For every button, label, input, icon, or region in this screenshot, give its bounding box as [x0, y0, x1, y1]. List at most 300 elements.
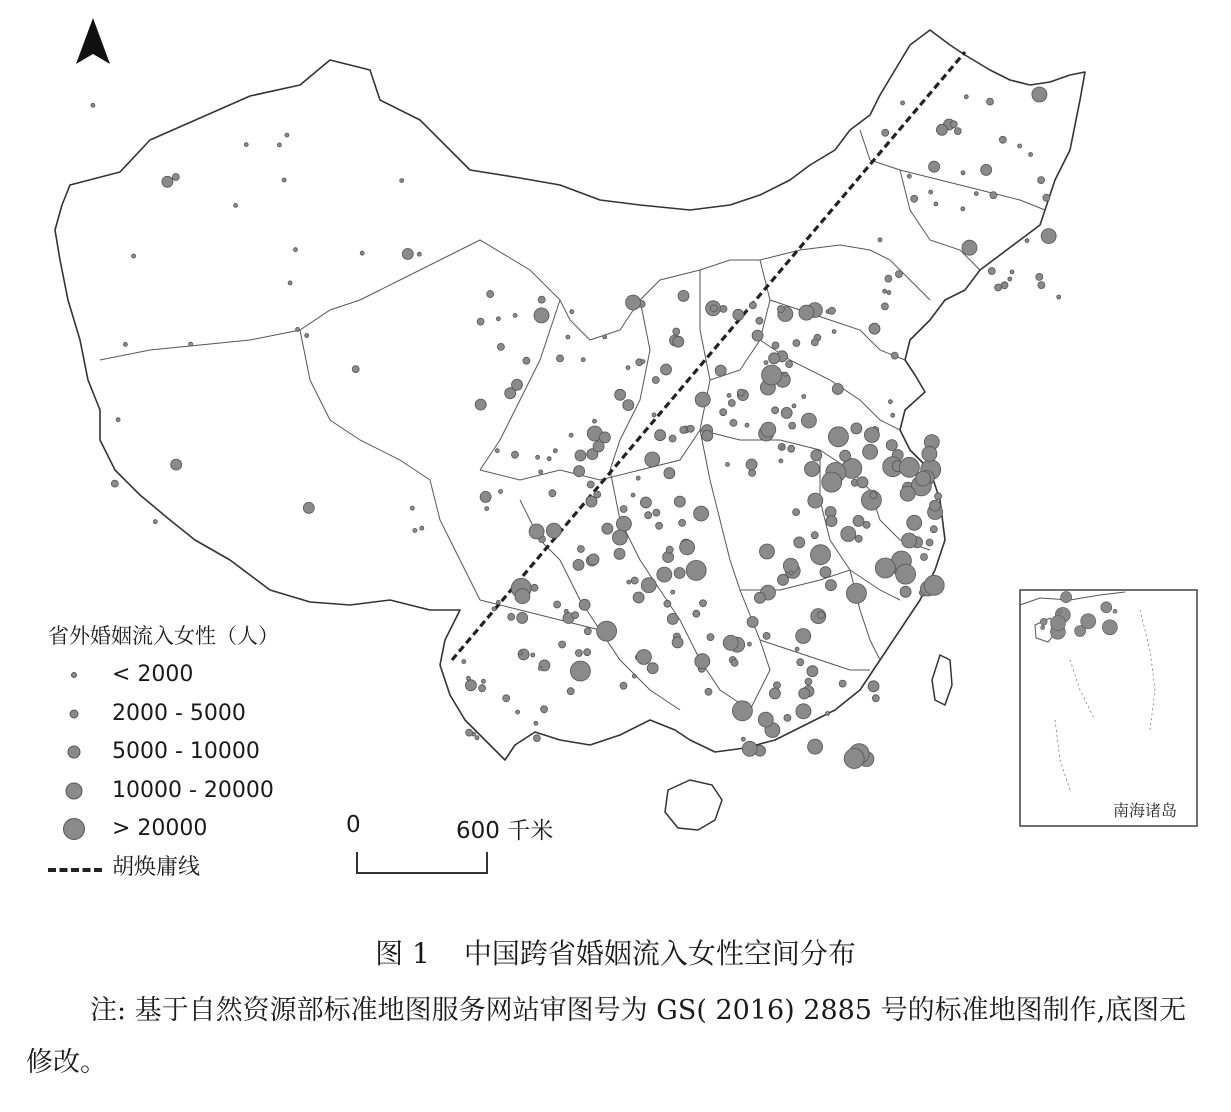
distribution-symbol	[485, 507, 489, 511]
distribution-symbol	[515, 589, 530, 604]
distribution-symbol	[921, 554, 928, 561]
distribution-symbol	[653, 509, 660, 516]
distribution-symbol	[674, 568, 685, 579]
scale-bar	[346, 812, 596, 880]
distribution-symbol	[503, 695, 510, 702]
distribution-symbol	[172, 174, 179, 181]
distribution-symbol	[655, 430, 666, 441]
distribution-symbol	[573, 559, 584, 570]
distribution-symbol	[538, 296, 545, 303]
distribution-symbol	[277, 143, 281, 147]
distribution-symbol	[288, 281, 292, 285]
inset-label: 南海诸岛	[1113, 801, 1178, 820]
distribution-symbol	[907, 515, 922, 530]
distribution-symbol	[720, 305, 727, 312]
distribution-symbol	[901, 101, 905, 105]
distribution-symbol	[878, 238, 882, 242]
distribution-symbol	[554, 601, 561, 608]
distribution-symbol	[693, 610, 700, 617]
distribution-symbol	[705, 688, 712, 695]
south-china-sea-inset	[1020, 590, 1197, 826]
distribution-symbol	[741, 737, 745, 741]
distribution-symbol	[772, 407, 779, 414]
distribution-symbol	[899, 457, 919, 477]
distribution-symbol	[802, 395, 806, 399]
distribution-symbol	[661, 364, 672, 375]
distribution-symbol	[888, 400, 892, 404]
distribution-symbol	[930, 526, 937, 533]
distribution-symbol	[855, 535, 862, 542]
legend-label: 胡焕庸线	[112, 854, 201, 880]
distribution-symbol	[631, 577, 638, 584]
distribution-symbol	[588, 554, 599, 565]
distribution-symbol	[513, 313, 517, 317]
distribution-symbol	[924, 575, 944, 595]
distribution-symbol	[934, 202, 938, 206]
distribution-symbol	[508, 613, 515, 620]
distribution-symbol	[282, 178, 286, 182]
distribution-symbol	[666, 546, 673, 553]
distribution-symbol	[930, 500, 941, 511]
distribution-symbol	[673, 328, 680, 335]
distribution-symbol	[466, 729, 473, 736]
distribution-symbol	[574, 466, 585, 477]
distribution-symbol	[420, 526, 424, 530]
distribution-symbol	[789, 571, 793, 575]
distribution-symbol	[795, 647, 799, 651]
distribution-symbol	[832, 330, 836, 334]
distribution-symbol	[887, 291, 891, 295]
distribution-symbol	[645, 512, 652, 519]
distribution-symbol	[636, 476, 640, 480]
distribution-symbol	[645, 452, 660, 467]
distribution-symbol	[512, 451, 519, 458]
distribution-symbol	[731, 659, 738, 666]
distribution-symbol	[569, 433, 573, 437]
scale-label-zero: 0	[346, 812, 361, 838]
distribution-symbol	[839, 680, 846, 687]
distribution-symbol	[499, 490, 503, 494]
distribution-symbol	[234, 203, 238, 207]
distribution-symbol	[961, 207, 965, 211]
distribution-symbol	[285, 133, 289, 137]
distribution-symbol	[597, 621, 617, 641]
distribution-symbol	[935, 493, 942, 500]
distribution-symbol	[700, 600, 707, 607]
distribution-symbol	[799, 688, 810, 699]
distribution-symbol	[769, 688, 780, 699]
legend-symbol-large-circle-icon	[63, 818, 85, 840]
distribution-symbol	[695, 392, 710, 407]
distribution-symbol	[1038, 177, 1045, 184]
distribution-symbol	[480, 491, 491, 502]
distribution-symbol	[793, 509, 800, 516]
distribution-symbol	[534, 308, 549, 323]
distribution-symbol	[686, 560, 706, 580]
legend-label: 2000 - 5000	[112, 700, 246, 726]
distribution-symbol	[730, 419, 737, 426]
distribution-symbol	[828, 427, 848, 447]
distribution-symbol	[762, 365, 782, 385]
distribution-symbol	[538, 666, 542, 670]
distribution-symbol	[1032, 87, 1047, 102]
distribution-symbol	[811, 545, 831, 565]
distribution-symbol	[832, 384, 843, 395]
distribution-symbol	[999, 136, 1006, 143]
distribution-symbol	[536, 455, 540, 459]
distribution-symbol	[1075, 626, 1086, 637]
distribution-symbol	[875, 558, 895, 578]
distribution-symbol	[631, 493, 635, 497]
distribution-symbol	[1102, 620, 1117, 635]
distribution-symbol	[641, 360, 645, 364]
distribution-symbol	[777, 306, 784, 313]
distribution-symbol	[462, 660, 466, 664]
distribution-symbol	[752, 330, 763, 341]
distribution-symbol	[669, 435, 676, 442]
distribution-symbol	[988, 268, 995, 275]
distribution-symbol	[475, 399, 486, 410]
distribution-symbol	[911, 195, 918, 202]
distribution-symbol	[518, 651, 522, 655]
taiwan-outline	[932, 655, 952, 705]
distribution-symbol	[926, 539, 933, 546]
distribution-symbol	[566, 335, 570, 339]
distribution-symbol	[664, 600, 671, 607]
distribution-symbol	[111, 480, 118, 487]
distribution-symbol	[1038, 282, 1045, 289]
distribution-symbol	[575, 650, 582, 657]
distribution-symbol	[1101, 602, 1112, 613]
distribution-symbol	[678, 290, 689, 301]
distribution-symbol	[1041, 626, 1045, 630]
distribution-symbol	[533, 735, 540, 742]
distribution-symbol	[640, 497, 651, 508]
distribution-symbol	[720, 409, 727, 416]
distribution-symbol	[781, 446, 785, 450]
distribution-symbol	[723, 635, 738, 650]
figure-number: 图 1	[375, 937, 430, 970]
distribution-symbol	[466, 676, 470, 680]
distribution-symbol	[844, 749, 864, 769]
distribution-symbol	[822, 472, 842, 492]
distribution-symbol	[674, 496, 685, 507]
distribution-symbol	[796, 629, 811, 644]
distribution-symbol	[132, 254, 136, 258]
distribution-symbol	[784, 372, 788, 376]
distribution-symbol	[851, 423, 862, 434]
distribution-symbol	[868, 681, 879, 692]
distribution-symbol	[808, 493, 823, 508]
distribution-symbol	[496, 600, 500, 604]
distribution-symbol	[749, 469, 756, 476]
distribution-symbol	[1008, 277, 1012, 281]
distribution-symbol	[1018, 144, 1022, 148]
distribution-symbol	[846, 583, 866, 603]
legend-item-gt20000	[48, 810, 279, 849]
distribution-symbol	[796, 704, 811, 719]
distribution-symbol	[667, 613, 678, 624]
distribution-symbol	[516, 710, 520, 714]
distribution-symbol	[811, 532, 818, 539]
distribution-symbol	[778, 574, 789, 585]
distribution-symbol	[929, 161, 940, 172]
distribution-symbol	[769, 353, 780, 364]
distribution-symbol	[492, 607, 496, 611]
distribution-symbol	[801, 413, 816, 428]
distribution-symbol	[1040, 618, 1047, 625]
distribution-symbol	[747, 642, 751, 646]
distribution-symbol	[781, 407, 792, 418]
legend	[48, 620, 279, 887]
distribution-symbol	[479, 685, 486, 692]
distribution-symbol	[715, 365, 726, 376]
distribution-symbol	[841, 527, 856, 542]
distribution-symbol	[636, 650, 651, 665]
distribution-symbol	[792, 404, 796, 408]
distribution-symbol	[818, 611, 825, 618]
distribution-symbol	[593, 441, 604, 452]
distribution-symbol	[857, 477, 868, 488]
distribution-symbol	[754, 592, 765, 603]
distribution-symbol	[1051, 616, 1066, 631]
distribution-symbol	[794, 537, 805, 548]
distribution-symbol	[417, 252, 421, 256]
distribution-symbol	[710, 305, 717, 312]
distribution-symbol	[116, 418, 120, 422]
distribution-symbol	[496, 317, 500, 321]
distribution-symbol	[788, 445, 795, 452]
distribution-symbol	[811, 339, 818, 346]
distribution-symbol	[789, 422, 796, 429]
legend-symbol-small-circle-icon	[71, 672, 77, 678]
distribution-symbol	[763, 632, 770, 639]
distribution-symbol	[680, 540, 695, 555]
distribution-symbol	[584, 628, 591, 635]
distribution-symbol	[733, 309, 744, 320]
distribution-symbol	[687, 425, 694, 432]
legend-item-hu-line	[48, 849, 279, 888]
distribution-symbol	[891, 413, 895, 417]
figure-title: 中国跨省婚姻流入女性空间分布	[463, 937, 856, 970]
distribution-symbol	[707, 634, 714, 641]
distribution-symbol	[694, 506, 709, 521]
legend-item-2000-5000	[48, 695, 279, 734]
distribution-symbol	[828, 307, 835, 314]
distribution-symbol	[587, 481, 594, 488]
distribution-symbol	[870, 492, 877, 499]
distribution-symbol	[567, 688, 574, 695]
distribution-symbol	[549, 490, 556, 497]
distribution-symbol	[964, 95, 968, 99]
distribution-symbol	[652, 377, 659, 384]
figure-note: 注: 基于自然资源部标准地图服务网站审图号为 GS( 2016) 2885 号的标准地图制作,底图无修改。	[26, 995, 1187, 1078]
distribution-symbol	[620, 506, 627, 513]
distribution-symbol	[886, 440, 897, 451]
distribution-symbol	[539, 470, 543, 474]
distribution-symbol	[244, 143, 248, 147]
distribution-symbol	[1010, 270, 1014, 274]
distribution-symbol	[900, 486, 915, 501]
legend-item-lt2000	[48, 656, 279, 695]
distribution-symbol	[632, 674, 636, 678]
distribution-symbol	[531, 653, 535, 657]
distribution-symbol	[603, 335, 607, 339]
distribution-symbol	[863, 521, 870, 528]
legend-label: < 2000	[112, 662, 194, 687]
distribution-symbol	[891, 352, 898, 359]
distribution-symbol	[797, 659, 804, 666]
distribution-symbol	[882, 129, 889, 136]
distribution-symbol	[189, 342, 193, 346]
distribution-symbol	[541, 706, 548, 713]
distribution-symbol	[616, 516, 631, 531]
distribution-symbol	[512, 379, 523, 390]
legend-label: 10000 - 20000	[112, 777, 274, 803]
distribution-symbol	[413, 528, 417, 532]
distribution-symbol	[572, 612, 579, 619]
distribution-symbol	[962, 240, 977, 255]
distribution-symbol	[671, 590, 675, 594]
legend-symbol-circle-icon	[68, 746, 81, 759]
figure-caption	[0, 932, 1231, 972]
distribution-symbol	[981, 164, 992, 175]
distribution-symbol	[840, 450, 851, 461]
legend-label: 5000 - 10000	[112, 739, 260, 764]
distribution-symbol	[664, 468, 675, 479]
distribution-symbol	[529, 524, 544, 539]
distribution-symbol	[615, 389, 626, 400]
distribution-symbol	[1025, 239, 1029, 243]
legend-title: 省外婚姻流入女性（人）	[48, 624, 279, 648]
distribution-symbol	[602, 523, 613, 534]
distribution-symbol	[922, 446, 937, 461]
distribution-symbol	[581, 358, 585, 362]
distribution-symbol	[749, 302, 756, 309]
distribution-symbol	[896, 564, 916, 584]
distribution-symbol	[793, 340, 800, 347]
distribution-symbol	[907, 174, 911, 178]
distribution-symbol	[758, 712, 773, 727]
distribution-symbol	[916, 471, 931, 486]
distribution-symbol	[872, 695, 879, 702]
distribution-symbol	[305, 334, 309, 338]
distribution-symbol	[995, 284, 1002, 291]
distribution-symbol	[575, 450, 586, 461]
distribution-symbol	[895, 271, 902, 278]
distribution-symbol	[929, 190, 933, 194]
distribution-symbol	[620, 682, 627, 689]
legend-symbol-circle-icon	[70, 709, 79, 718]
distribution-symbol	[732, 701, 752, 721]
distribution-symbol	[577, 546, 584, 553]
legend-label: > 20000	[112, 816, 208, 841]
distribution-symbol	[531, 584, 538, 591]
distribution-symbol	[764, 361, 768, 365]
distribution-symbol	[656, 522, 663, 529]
distribution-symbol	[593, 419, 597, 423]
distribution-symbol	[546, 523, 561, 538]
legend-item-5000-10000	[48, 733, 279, 772]
distribution-symbol	[863, 444, 878, 459]
hainan-outline	[665, 780, 722, 830]
legend-item-10000-20000	[48, 772, 279, 811]
distribution-symbol	[826, 712, 830, 716]
distribution-symbol	[579, 599, 590, 610]
distribution-symbol	[557, 355, 564, 362]
scale-bar-line	[356, 852, 488, 874]
distribution-symbol	[171, 459, 182, 470]
distribution-symbol	[807, 666, 818, 677]
distribution-symbol	[883, 289, 887, 293]
distribution-symbol	[123, 342, 127, 346]
distribution-symbol	[475, 736, 479, 740]
distribution-symbol	[402, 249, 413, 260]
legend-symbol-circle-icon	[66, 782, 83, 799]
distribution-symbol	[746, 459, 757, 470]
distribution-symbol	[477, 318, 484, 325]
distribution-symbol	[626, 295, 641, 310]
distribution-symbol	[673, 336, 684, 347]
distribution-symbol	[564, 609, 568, 613]
distribution-symbol	[352, 366, 359, 373]
distribution-symbol	[91, 103, 95, 107]
distribution-symbol	[987, 98, 994, 105]
distribution-symbol	[680, 427, 687, 434]
distribution-symbol	[745, 423, 749, 427]
scale-label-max: 600 千米	[456, 818, 554, 844]
distribution-symbol	[737, 389, 744, 396]
distribution-symbol	[672, 637, 683, 648]
distribution-symbol	[570, 310, 574, 314]
distribution-symbol	[294, 248, 298, 252]
distribution-symbol	[153, 520, 157, 524]
distribution-symbol	[612, 530, 627, 545]
distribution-symbol	[950, 121, 957, 128]
distribution-symbol	[784, 714, 791, 721]
distribution-symbol	[786, 361, 793, 368]
distribution-symbol	[1113, 609, 1117, 613]
distribution-symbol	[1041, 229, 1056, 244]
distribution-symbol	[885, 275, 892, 282]
distribution-symbol	[779, 459, 783, 463]
distribution-symbol	[303, 502, 314, 513]
distribution-symbol	[652, 413, 656, 417]
distribution-symbol	[523, 357, 530, 364]
distribution-symbol	[487, 291, 494, 298]
distribution-symbol	[497, 343, 504, 350]
distribution-symbol	[990, 192, 997, 199]
distribution-symbol	[826, 516, 837, 527]
distribution-symbol	[1029, 153, 1033, 157]
distribution-symbol	[647, 663, 658, 674]
distribution-symbol	[534, 721, 538, 725]
distribution-symbol	[559, 641, 566, 648]
distribution-symbol	[679, 519, 686, 526]
distribution-symbol	[1057, 295, 1061, 299]
distribution-symbol	[805, 678, 812, 685]
distribution-symbol	[900, 586, 911, 597]
distribution-symbol	[961, 171, 965, 175]
distribution-symbol	[864, 428, 879, 443]
distribution-symbol	[747, 617, 758, 628]
distribution-symbol	[633, 592, 644, 603]
distribution-symbol	[853, 515, 864, 526]
distribution-symbol	[1061, 592, 1072, 603]
distribution-symbol	[162, 176, 173, 187]
north-arrow-icon	[76, 18, 110, 64]
distribution-symbol	[808, 739, 823, 754]
